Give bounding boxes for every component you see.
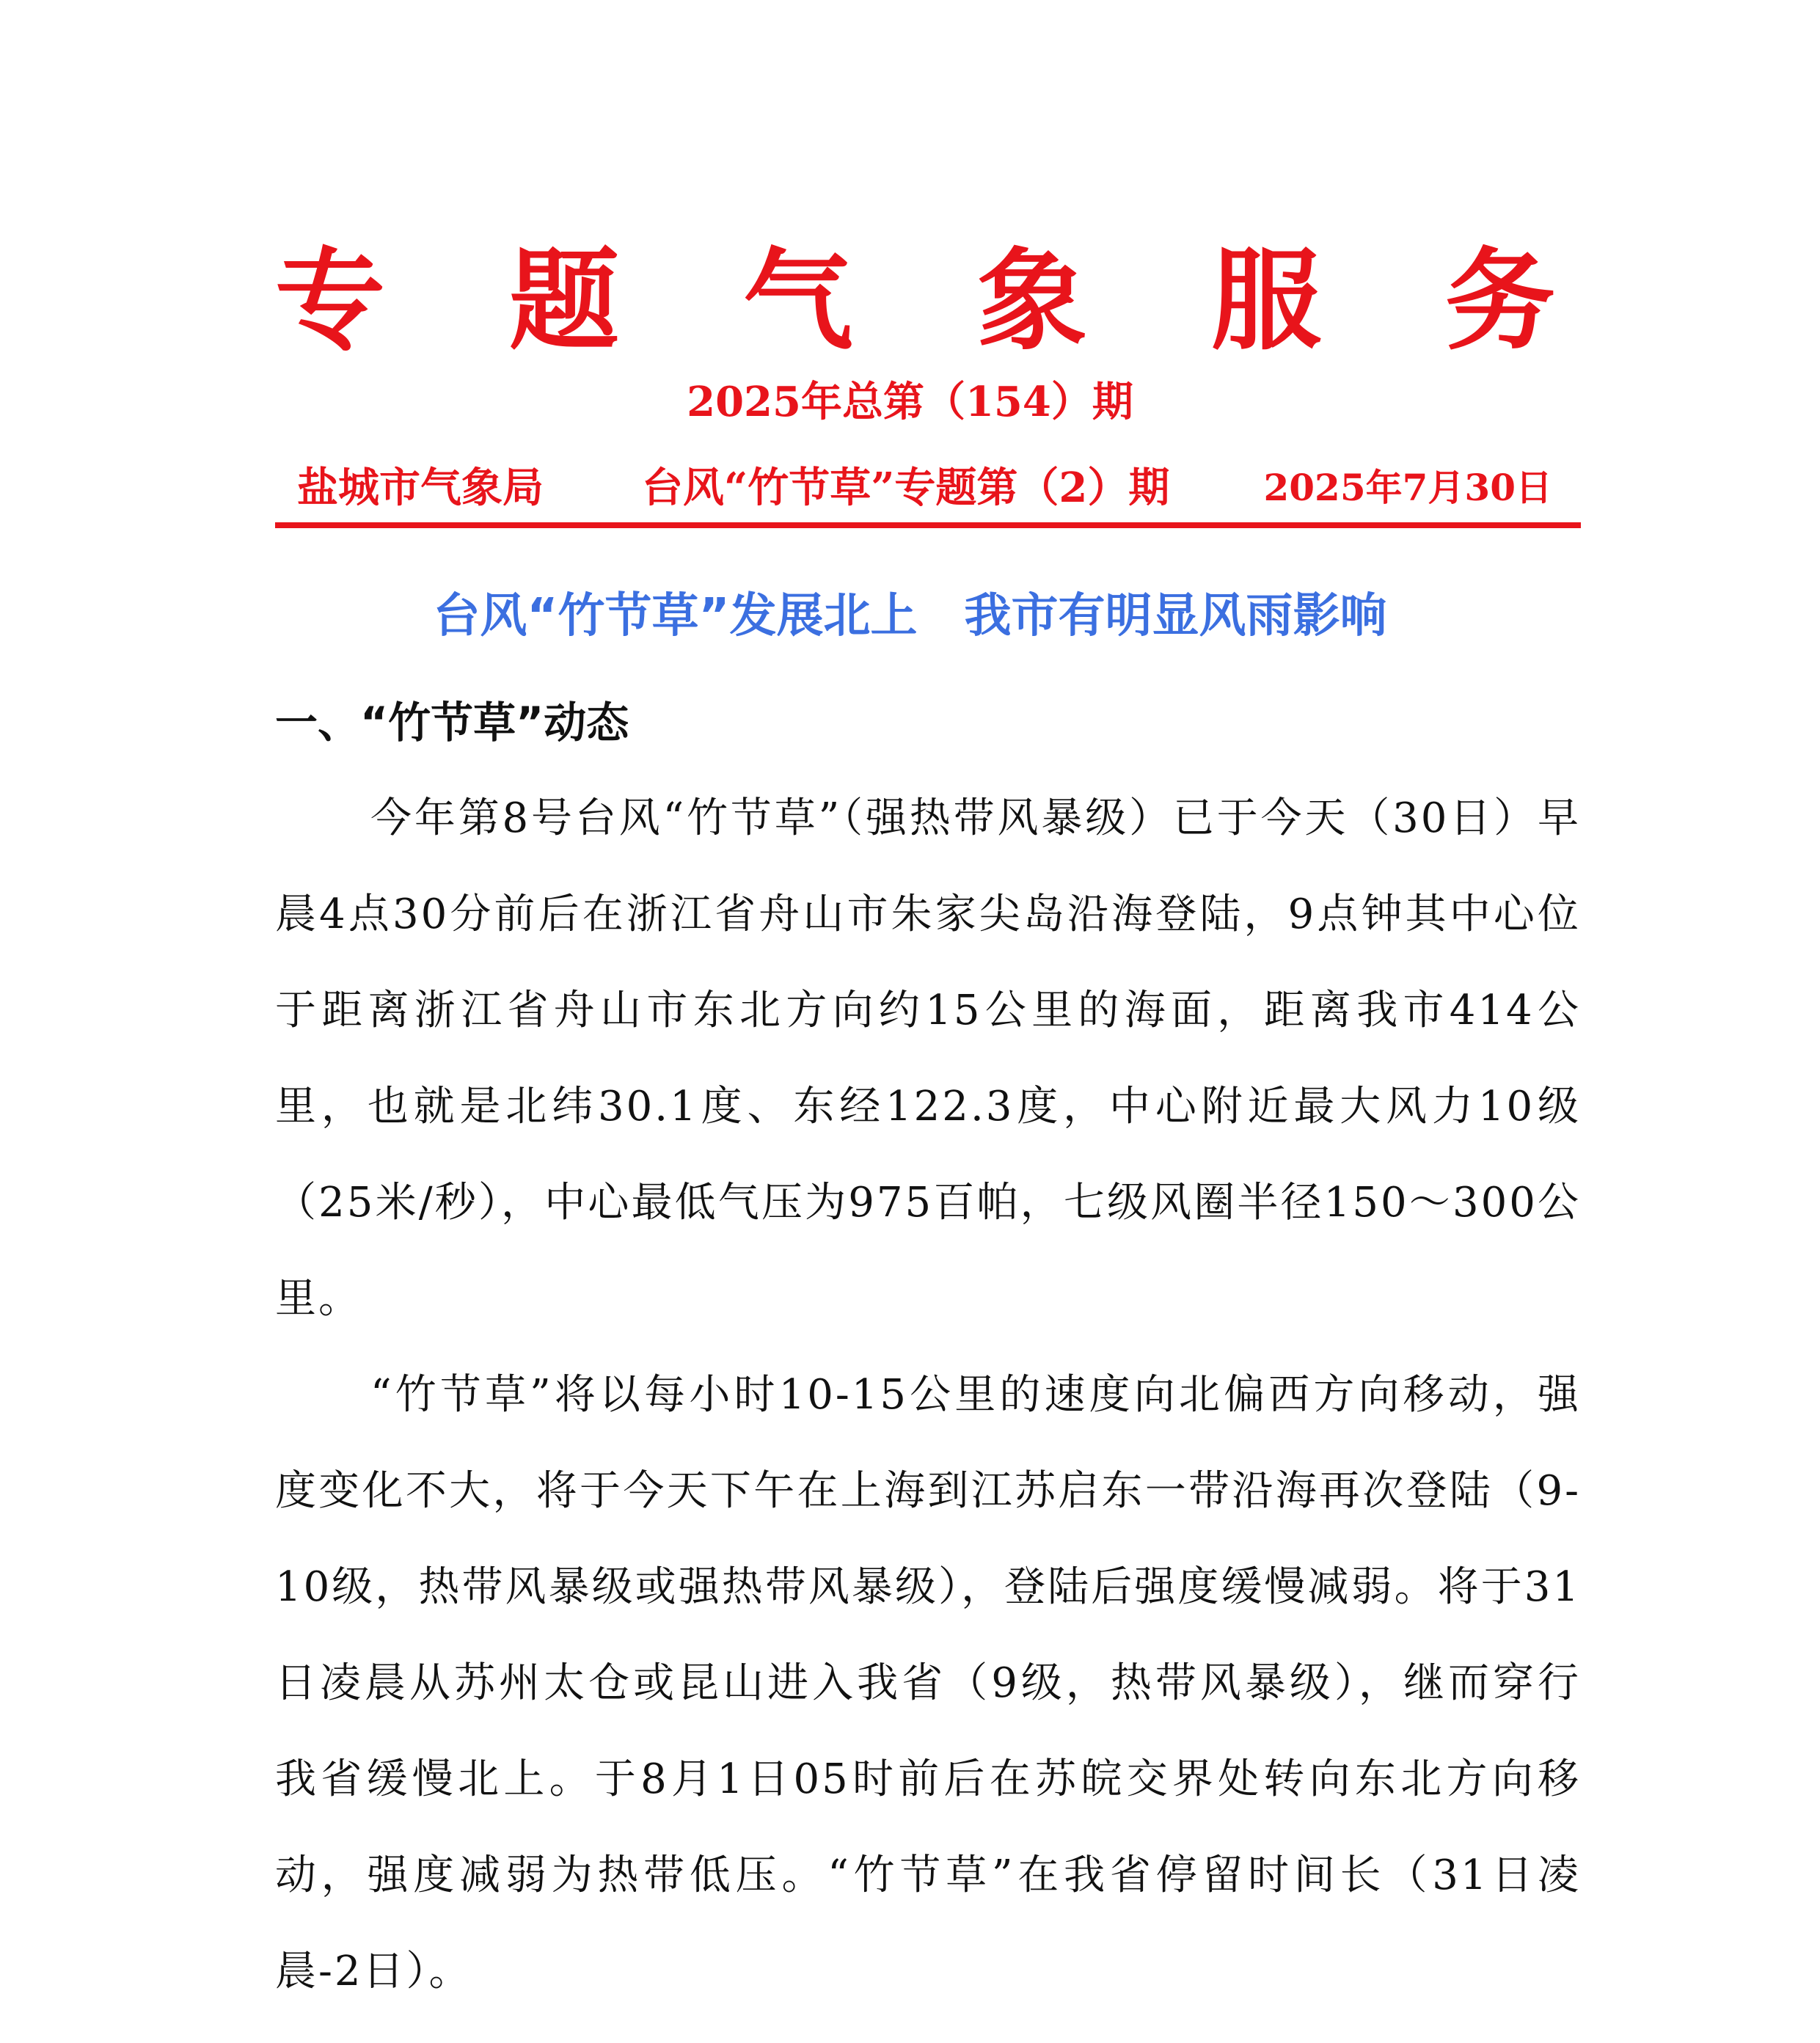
body-paragraph: 今年第8号台风“竹节草”（强热带风暴级）已于今天（30日）早晨4点30分前后在浙江省舟山市朱家尖岛沿海登陆，9点钟其中心位于距离浙江省舟山市东北方向约15公里的海面，距离我市414公里，也就是北纬30.1度、东经122.3度，中心附近最大风力10级（25米/秒），中心最低气压为975百帕，七级风圈半径150～300公里。 xyxy=(275,794,1581,1323)
issue-date: 2025年7月30日 xyxy=(1263,466,1552,509)
masthead-title-char: 气 xyxy=(742,236,853,365)
issuing-organization: 盐城市气象局 xyxy=(297,464,544,512)
issue-number: 2025年总第（154）期 xyxy=(687,378,1133,426)
body-paragraph: “竹节草”将以每小时10-15公里的速度向北偏西方向移动，强度变化不大，将于今天下午在上海到江苏启东一带沿海再次登陆（9-10级，热带风暴级或强热带风暴级），登陆后强度缓慢减弱。将于31日凌晨从苏州太仓或昆山进入我省（9级，热带风暴级），继而穿行我省缓慢北上。于8月1日05时前后在苏皖交界处转向东北方向移动，强度减弱为热带低压。“竹节草”在我省停留时间长（31日凌晨-2日）。 xyxy=(275,1371,1581,1995)
special-issue-label: 台风“竹节草”专题第（2）期 xyxy=(642,464,1170,512)
masthead-title-char: 象 xyxy=(976,236,1087,365)
masthead-divider xyxy=(275,522,1581,528)
masthead-title xyxy=(275,238,1555,363)
masthead-title-char: 务 xyxy=(1444,236,1555,365)
masthead-meta-row xyxy=(297,458,1552,517)
masthead-title-char: 题 xyxy=(508,236,619,365)
masthead-title-char: 专 xyxy=(275,236,386,365)
section-heading: 一、“竹节草”动态 xyxy=(275,698,629,748)
masthead-title-char: 服 xyxy=(1210,236,1321,365)
article-headline: 台风“竹节草”发展北上 我市有明显风雨影响 xyxy=(433,589,1387,643)
